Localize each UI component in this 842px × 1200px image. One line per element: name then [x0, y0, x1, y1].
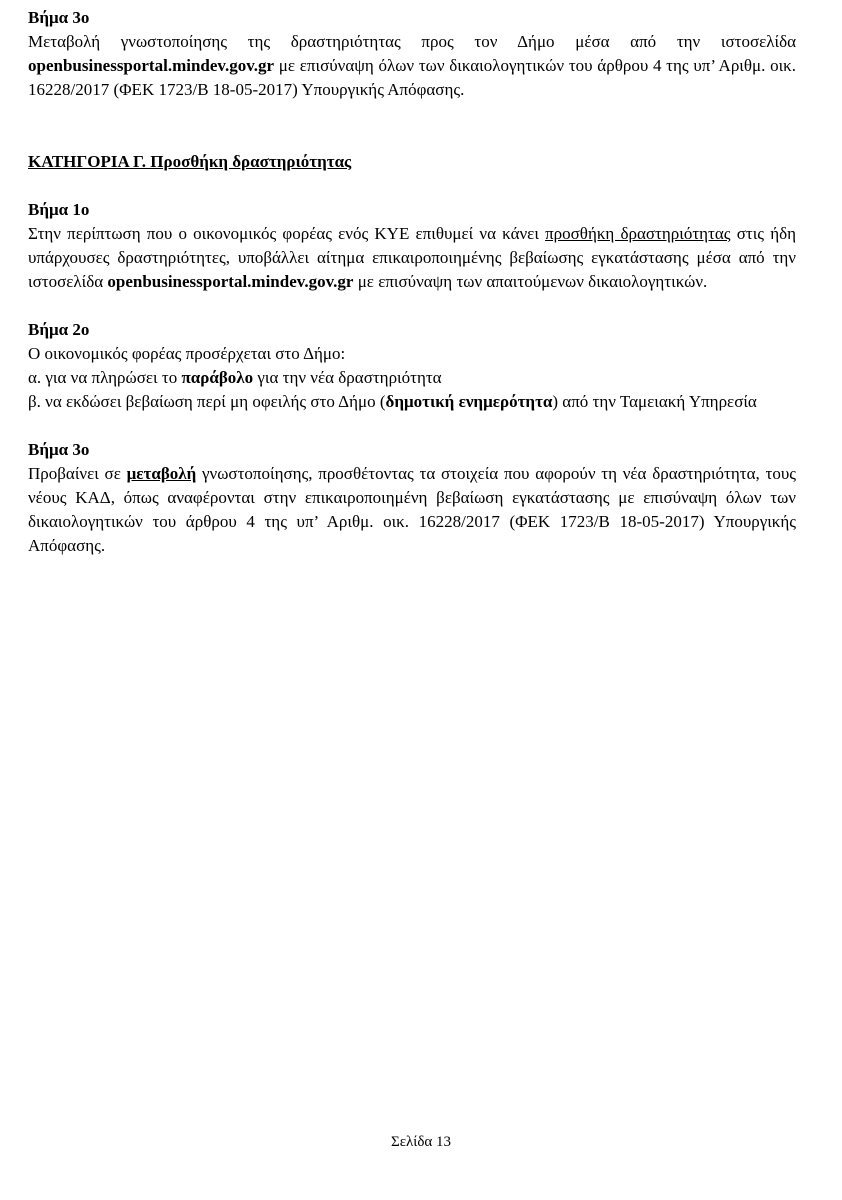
text-run: α. για να πληρώσει το: [28, 368, 182, 387]
bold-phrase: παράβολο: [181, 368, 254, 387]
text-run: στις ήδη υπάρχουσες δραστηριότητες, υποβάλλει αίτημα επικαιροποιημένης βεβαίωσης εγκατάστασης μέσα από την ιστοσελίδα: [28, 224, 796, 291]
portal-url: openbusinessportal.mindev.gov.gr: [107, 272, 354, 291]
bold-phrase: μεταβολή: [126, 464, 197, 483]
document-page: [28, 6, 796, 558]
step-3-title-top: Βήμα 3ο: [28, 8, 90, 27]
spacer: [28, 294, 796, 318]
step-1-paragraph: [28, 222, 796, 294]
step-2-item-b: [28, 390, 796, 414]
text-run: γνωστοποίησης, προσθέτοντας τα στοιχεία που αφορούν τη νέα δραστηριότητα, τους νέους ΚΑΔ, όπως αναφέρονται στην επικαιροποιημένη βεβαίωση εγκατάστασης με επισύναψη όλων των δικαιολογητικών του άρθρου 4 της υπ’ Αριθμ. οικ. 16228/2017 (ΦΕΚ 1723/Β 18-05-2017) Υπουργικής Απόφασης.: [28, 464, 797, 555]
portal-url: openbusinessportal.mindev.gov.gr: [28, 56, 275, 75]
category-heading: ΚΑΤΗΓΟΡΙΑ Γ. Προσθήκη δραστηριότητας: [28, 152, 352, 171]
underlined-phrase: προσθήκη δραστηριότητας: [545, 224, 731, 243]
bold-phrase: δημοτική ενημερότητα: [385, 392, 553, 411]
step-3-title: Βήμα 3ο: [28, 440, 90, 459]
text-run: με επισύναψη όλων των δικαιολογητικών του άρθρου 4 της υπ’ Αριθμ. οικ. 16228/2017 (ΦΕΚ 1723/Β 18-05-2017) Υπουργικής Απόφασης.: [28, 56, 796, 99]
spacer: [28, 414, 796, 438]
page-number: Σελίδα 13: [390, 1134, 451, 1150]
step-2-title: Βήμα 2ο: [28, 320, 90, 339]
spacer: [28, 102, 796, 150]
step-2-item-a: [28, 366, 796, 390]
text-run: ) από την Ταμειακή Υπηρεσία: [552, 392, 757, 411]
step-2-intro: Ο οικονομικός φορέας προσέρχεται στο Δήμο:: [28, 344, 346, 363]
text-run: για την νέα δραστηριότητα: [253, 368, 442, 387]
text-run: Προβαίνει σε: [28, 464, 127, 483]
text-run: β. να εκδώσει βεβαίωση περί μη οφειλής στο Δήμο (: [28, 392, 386, 411]
text-run: Στην περίπτωση που ο οικονομικός φορέας ενός ΚΥΕ επιθυμεί να κάνει: [28, 224, 546, 243]
text-run: Μεταβολή γνωστοποίησης της δραστηριότητας προς τον Δήμο μέσα από την ιστοσελίδα: [28, 32, 796, 51]
step-3-paragraph-top: [28, 30, 796, 102]
spacer: [28, 174, 796, 198]
text-run: με επισύναψη των απαιτούμενων δικαιολογητικών.: [353, 272, 708, 291]
step-1-title: Βήμα 1ο: [28, 200, 90, 219]
step-3-paragraph: [28, 462, 796, 558]
